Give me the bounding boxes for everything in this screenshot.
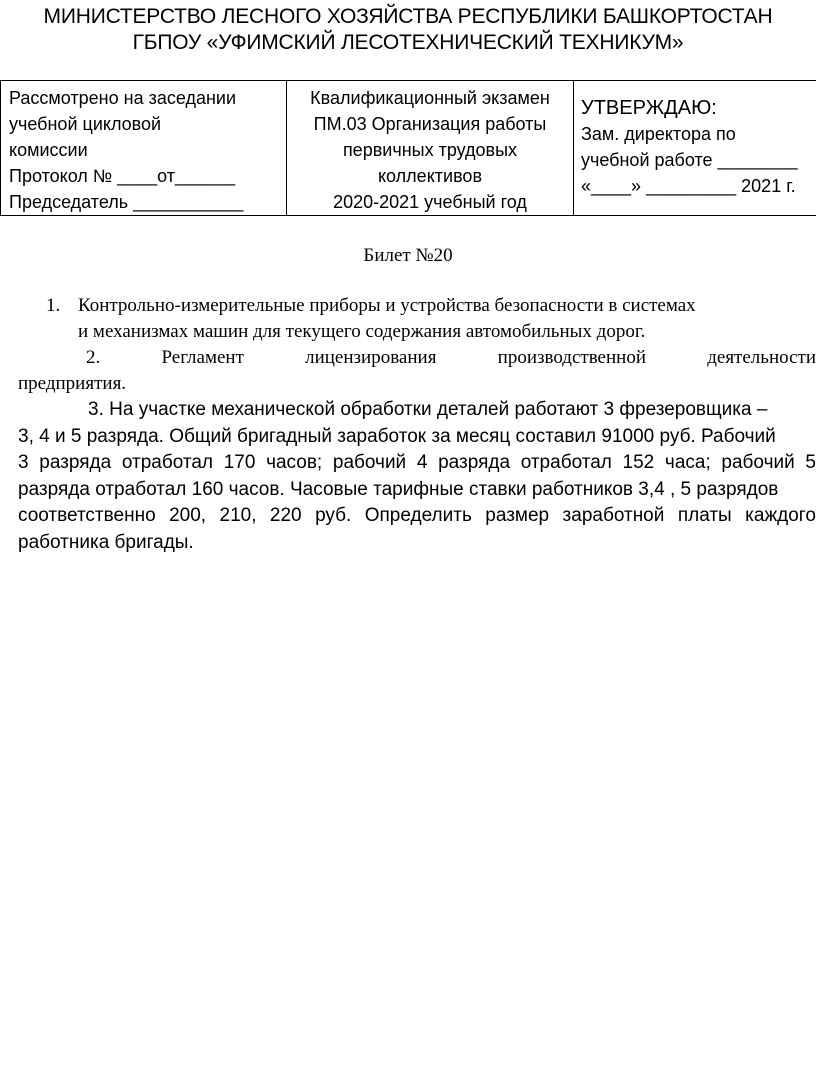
ticket-title: Билет №20 xyxy=(363,245,453,266)
commission-line: комиссии xyxy=(9,140,88,160)
approval-table xyxy=(0,80,816,216)
approval-cell xyxy=(574,81,816,215)
question-2 xyxy=(0,345,816,397)
exam-line: ПМ.03 Организация работы xyxy=(313,114,547,134)
word: каждого xyxy=(745,505,816,526)
word: часа; xyxy=(664,452,711,473)
protocol-line: Протокол № ____от______ xyxy=(9,166,236,186)
word: разряда xyxy=(438,452,511,473)
word: деятельности xyxy=(707,347,816,368)
institution-title: ГБПОУ «УФИМСКИЙ ЛЕСОТЕХНИЧЕСКИЙ ТЕХНИКУМ» xyxy=(132,31,684,54)
word: руб. xyxy=(315,505,352,526)
word: соответственно xyxy=(18,505,156,526)
word: платы xyxy=(677,505,732,526)
exam-line: первичных трудовых xyxy=(342,140,518,160)
word: размер xyxy=(485,505,550,526)
document-header xyxy=(0,4,816,56)
word: Регламент xyxy=(161,347,244,368)
question-line xyxy=(0,503,816,530)
word: производственной xyxy=(497,347,646,368)
word: 170 xyxy=(223,452,256,473)
question-number: 1. xyxy=(46,295,61,316)
question-line: 3. На участке механической обработки деталей работают 3 фрезеровщика – xyxy=(88,399,768,420)
commission-cell xyxy=(1,81,287,215)
word: рабочий xyxy=(721,452,795,473)
question-1 xyxy=(0,293,816,345)
commission-line: Рассмотрено на заседании xyxy=(9,88,237,108)
question-line: предприятия. xyxy=(18,373,127,394)
word: Определить xyxy=(364,505,472,526)
word: 3 xyxy=(18,452,29,473)
question-line xyxy=(0,450,816,477)
word: разряда xyxy=(39,452,112,473)
word: 220 xyxy=(269,505,302,526)
question-line: 3, 4 и 5 разряда. Общий бригадный заработок за месяц составил 91000 руб. Рабочий xyxy=(18,425,776,447)
chairman-line: Председатель ___________ xyxy=(9,192,244,212)
word: 4 xyxy=(416,452,428,473)
question-line: и механизмах машин для текущего содержания автомобильных дорог. xyxy=(78,321,646,342)
question-line: Контрольно-измерительные приборы и устройства безопасности в системах xyxy=(78,295,696,316)
word: рабочий xyxy=(332,452,407,473)
question-3 xyxy=(0,397,816,556)
questions-section xyxy=(0,293,816,556)
word: часов; xyxy=(266,452,323,473)
question-line xyxy=(0,345,816,371)
ministry-title: МИНИСТЕРСТВО ЛЕСНОГО ХОЗЯЙСТВА РЕСПУБЛИКИ БАШКОРТОСТАН xyxy=(43,5,773,28)
word: отработал xyxy=(121,452,214,473)
exam-line: Квалификационный экзамен xyxy=(310,88,550,108)
approval-line: Зам. директора по xyxy=(581,124,736,144)
word: 2. xyxy=(86,347,101,368)
word: 210, xyxy=(219,505,257,526)
question-line: разряда отработал 160 часов. Часовые тарифные ставки работников 3,4 , 5 разрядов xyxy=(18,478,779,500)
word: 152 xyxy=(622,452,655,473)
approval-line: учебной работе ________ xyxy=(581,150,798,170)
commission-line: учебной цикловой xyxy=(9,114,162,134)
word: отработал xyxy=(520,452,612,473)
word: 200, xyxy=(169,505,207,526)
academic-year: 2020-2021 учебный год xyxy=(333,192,527,212)
approval-date-line: «____» _________ 2021 г. xyxy=(581,176,796,196)
question-line: работника бригады. xyxy=(18,531,194,553)
word: 5 xyxy=(805,452,816,473)
word: заработной xyxy=(562,505,665,526)
exam-line: коллективов xyxy=(377,166,483,186)
exam-info-cell xyxy=(287,81,574,215)
word: лицензирования xyxy=(305,347,437,368)
approval-title: УТВЕРЖДАЮ: xyxy=(581,97,717,119)
